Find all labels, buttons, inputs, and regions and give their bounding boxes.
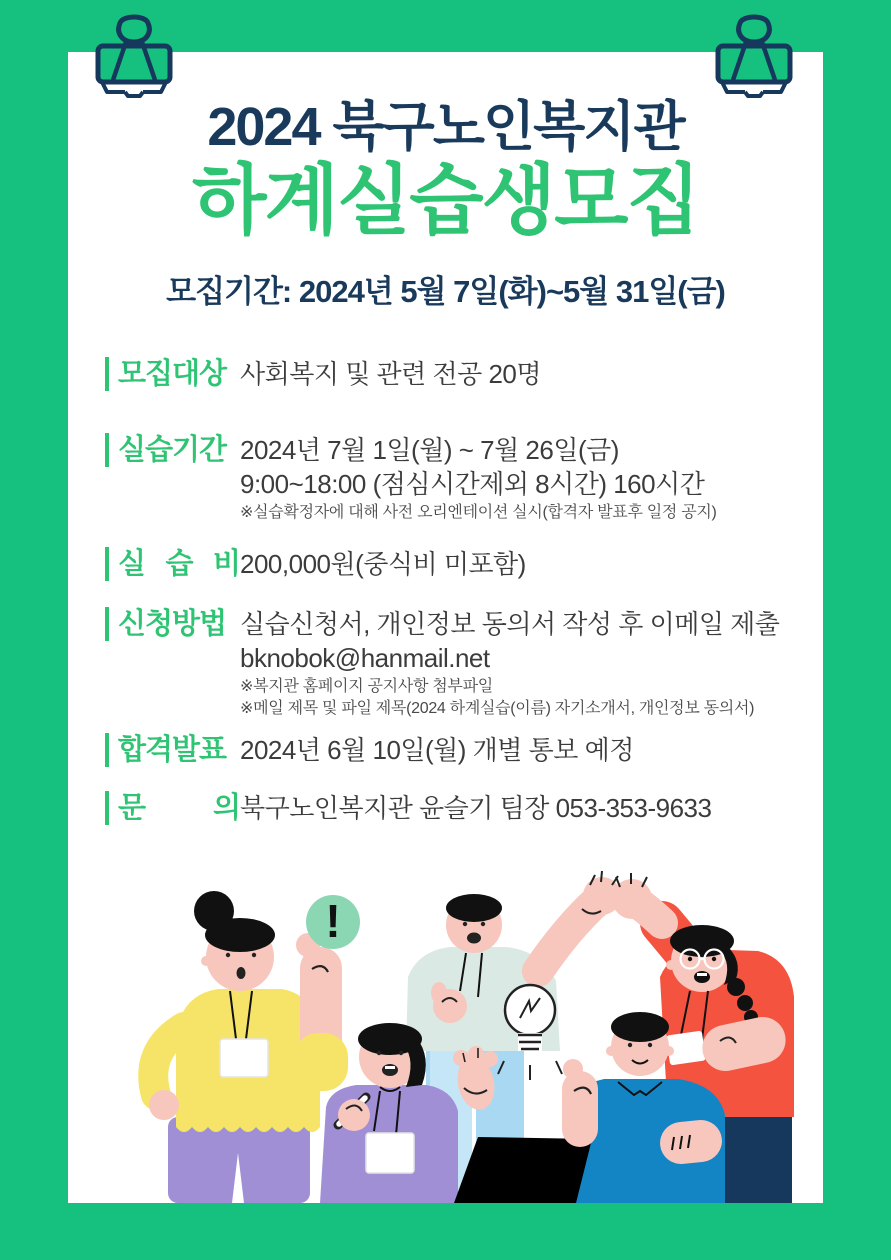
section-apply — [105, 607, 803, 719]
section-fee-label: 실 습 비 — [105, 547, 240, 581]
section-period-note: ※실습확정자에 대해 사전 오리엔테이션 실시(합격자 발표후 일정 공지) — [240, 504, 717, 522]
section-period — [105, 433, 803, 523]
section-target-text: 사회복지 및 관련 전공 20명 — [240, 359, 541, 390]
section-period-dates: 2024년 7월 1일(월) ~ 7월 26일(금) — [240, 435, 619, 466]
section-period-hours: 9:00~18:00 (점심시간제외 8시간) 160시간 — [240, 469, 705, 500]
poster-card — [68, 52, 823, 1203]
section-contact — [105, 791, 803, 825]
recruit-period: 모집기간: 2024년 5월 7일(화)~5월 31일(금) — [166, 274, 725, 310]
poster-title-main: 하계실습생모집 — [192, 158, 699, 245]
section-target-label: 모집대상 — [105, 357, 240, 391]
title-block — [68, 52, 823, 311]
section-announce-label: 합격발표 — [105, 733, 240, 767]
team-illustration — [68, 855, 823, 1203]
info-sections — [105, 357, 803, 825]
illustration-thumbs-up-hand — [562, 1059, 598, 1147]
binder-clip-icon — [92, 10, 176, 102]
section-apply-text: 실습신청서, 개인정보 동의서 작성 후 이메일 제출 — [240, 609, 780, 640]
section-apply-note2: ※메일 제목 및 파일 제목(2024 하계실습(이름) 자기소개서, 개인정보 동의서) — [240, 700, 755, 718]
illustration-exclamation-badge — [306, 895, 360, 949]
section-fee — [105, 547, 803, 581]
section-contact-text: 북구노인복지관 윤슬기 팀장 053-353-9633 — [240, 793, 712, 824]
illustration-laptop — [454, 1137, 592, 1203]
binder-clip-icon — [712, 10, 796, 102]
section-announce-text: 2024년 6월 10일(월) 개별 통보 예정 — [240, 735, 634, 766]
section-apply-label: 신청방법 — [105, 607, 240, 641]
exclamation-mark: ! — [325, 895, 341, 947]
section-apply-note1: ※복지관 홈페이지 공지사항 첨부파일 — [240, 678, 493, 696]
section-contact-label: 문 의 — [105, 791, 240, 825]
section-target — [105, 357, 803, 391]
section-apply-email: bknobok@hanmail.net — [240, 643, 490, 674]
section-period-label: 실습기간 — [105, 433, 240, 467]
section-fee-text: 200,000원(중식비 미포함) — [240, 549, 526, 580]
section-announce — [105, 733, 803, 767]
poster-title-org: 2024 북구노인복지관 — [207, 97, 684, 157]
